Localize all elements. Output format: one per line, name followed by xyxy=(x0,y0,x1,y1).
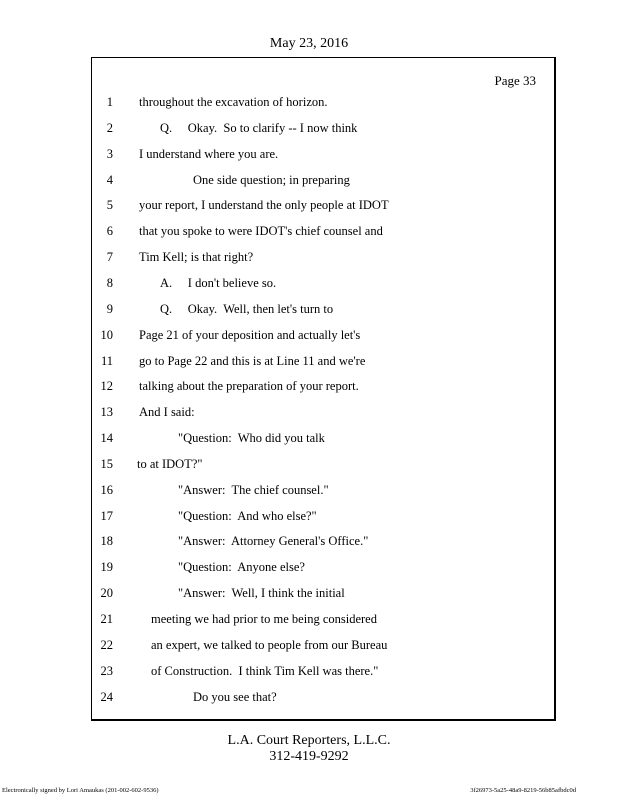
transcript-line xyxy=(92,250,554,266)
transcript-line xyxy=(92,121,554,137)
transcript-line xyxy=(92,173,554,189)
document-id: 3f26973-5a25-48a9-8219-56b85afbdc0d xyxy=(470,787,576,794)
transcript-page xyxy=(91,57,556,721)
line-number: 1 xyxy=(106,95,113,109)
line-text: "Answer: Attorney General's Office." xyxy=(178,534,369,549)
line-number: 16 xyxy=(100,482,113,497)
transcript-line xyxy=(92,147,554,163)
line-text: One side question; in preparing xyxy=(193,172,350,187)
transcript-line xyxy=(92,638,554,654)
line-text: "Question: Anyone else? xyxy=(178,560,305,575)
line-text: Q. Okay. So to clarify -- I now think xyxy=(160,120,358,135)
line-text: Page 21 of your deposition and actually let's xyxy=(139,327,361,342)
line-text: go to Page 22 and this is at Line 11 and we're xyxy=(139,353,366,368)
line-number: 22 xyxy=(100,637,113,652)
line-number: 11 xyxy=(100,353,113,368)
footer-phone: 312-419-9292 xyxy=(269,749,349,764)
line-text: talking about the preparation of your report. xyxy=(139,379,359,394)
transcript-line xyxy=(92,483,554,499)
line-text: "Answer: The chief counsel." xyxy=(178,482,329,497)
transcript-line xyxy=(92,328,554,344)
transcript-line xyxy=(92,95,554,111)
transcript-line xyxy=(92,664,554,680)
line-number: 6 xyxy=(106,224,113,239)
line-text: "Question: Who did you talk xyxy=(178,431,325,446)
transcript-line xyxy=(92,276,554,292)
line-number: 18 xyxy=(100,534,113,549)
line-number: 19 xyxy=(100,560,113,575)
line-number: 17 xyxy=(100,508,113,523)
line-text: Tim Kell; is that right? xyxy=(139,250,254,265)
line-number: 2 xyxy=(106,120,113,135)
line-number: 5 xyxy=(106,198,113,213)
line-text: an expert, we talked to people from our Bureau xyxy=(151,637,388,652)
line-number: 12 xyxy=(100,379,113,394)
line-number: 3 xyxy=(106,146,113,161)
line-text: meeting we had prior to me being considered xyxy=(151,612,377,626)
line-number: 20 xyxy=(100,586,113,601)
line-text: throughout the excavation of horizon. xyxy=(139,95,328,109)
line-number: 24 xyxy=(100,689,113,704)
line-number: 15 xyxy=(100,456,113,471)
transcript-line xyxy=(92,690,554,706)
line-number: 13 xyxy=(100,405,113,420)
line-text: your report, I understand the only people at IDOT xyxy=(139,198,389,213)
line-text: to at IDOT?" xyxy=(137,456,203,471)
transcript-line xyxy=(92,509,554,525)
footer-company: L.A. Court Reporters, L.L.C. xyxy=(227,733,391,748)
transcript-line xyxy=(92,405,554,421)
transcript-line xyxy=(92,379,554,395)
transcript-line xyxy=(92,302,554,318)
transcript-line xyxy=(92,586,554,602)
transcript-line xyxy=(92,612,554,628)
transcript-line xyxy=(92,560,554,576)
transcript-line xyxy=(92,354,554,370)
line-number: 4 xyxy=(106,172,113,187)
transcript-line xyxy=(92,224,554,240)
line-text: Do you see that? xyxy=(193,689,277,704)
line-number: 14 xyxy=(100,431,113,446)
line-number: 9 xyxy=(106,301,113,316)
line-text: "Question: And who else?" xyxy=(178,508,317,523)
transcript-line xyxy=(92,457,554,473)
line-text: I understand where you are. xyxy=(139,146,279,161)
line-number: 10 xyxy=(100,327,113,342)
signature-note: Electronically signed by Lori Amaukas (201-002-602-9536) xyxy=(2,787,159,794)
transcript-line xyxy=(92,198,554,214)
transcript-line xyxy=(92,431,554,447)
line-text: And I said: xyxy=(139,405,195,420)
line-text: that you spoke to were IDOT's chief counsel and xyxy=(139,224,383,239)
line-number: 7 xyxy=(106,250,113,265)
line-number: 23 xyxy=(100,663,113,678)
line-text: of Construction. I think Tim Kell was there." xyxy=(151,663,379,678)
transcript-line xyxy=(92,534,554,550)
line-number: 8 xyxy=(106,275,113,290)
line-text: "Answer: Well, I think the initial xyxy=(178,586,345,601)
line-text: A. I don't believe so. xyxy=(160,275,277,290)
line-text: Q. Okay. Well, then let's turn to xyxy=(160,301,334,316)
page-number: Page 33 xyxy=(494,73,536,88)
header-date: May 23, 2016 xyxy=(269,36,349,51)
line-number: 21 xyxy=(100,612,113,626)
